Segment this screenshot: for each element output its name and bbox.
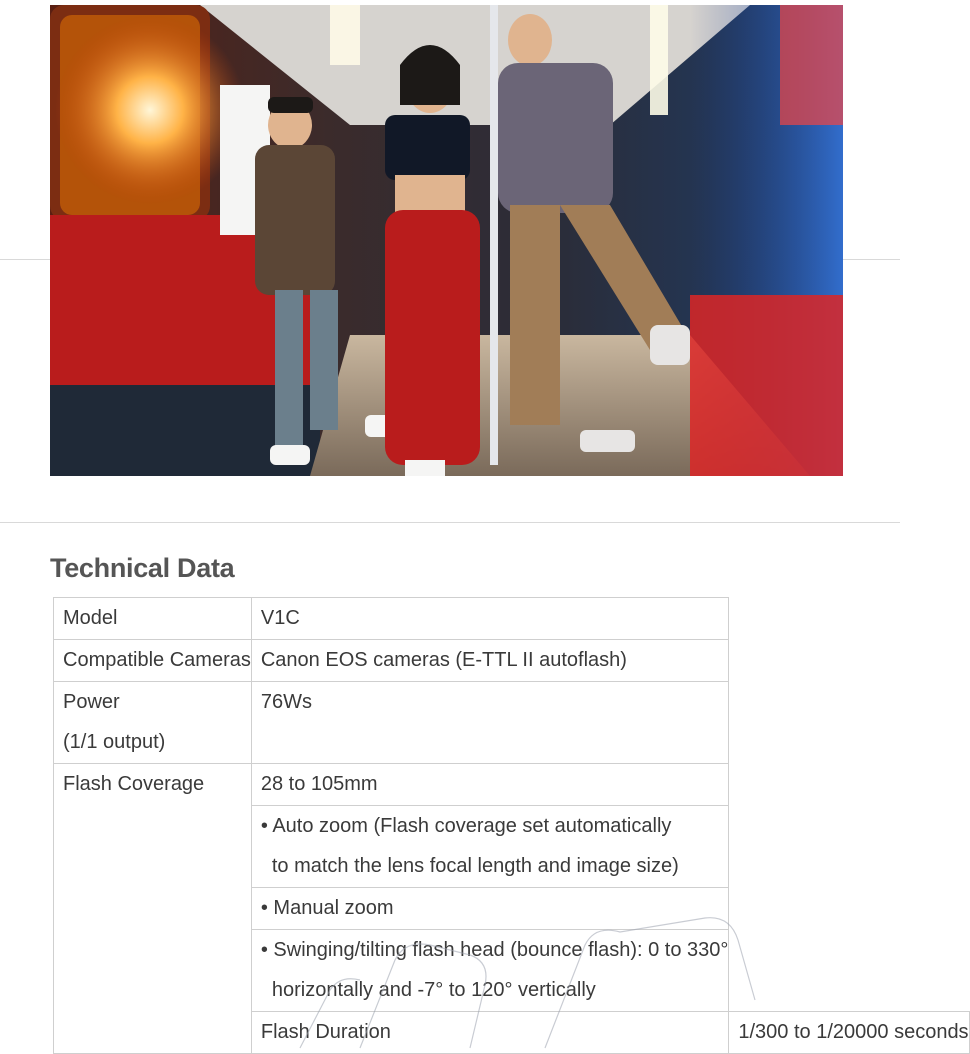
divider-middle — [0, 522, 900, 523]
spec-value-flash-coverage: 28 to 105mm — [251, 764, 729, 806]
hero-photo-illustration — [50, 5, 843, 476]
spec-value-manual-zoom: • Manual zoom — [251, 888, 729, 930]
spec-label-model: Model — [54, 598, 252, 640]
spec-value-compatible-cameras: Canon EOS cameras (E-TTL II autoflash) — [251, 640, 729, 682]
table-row — [54, 682, 970, 764]
table-row — [54, 598, 970, 640]
spec-value-power: 76Ws — [251, 682, 729, 764]
spec-label-flash-duration: Flash Duration — [251, 1012, 729, 1054]
spec-label-flash-coverage: Flash Coverage — [54, 764, 252, 1054]
hero-photo — [50, 5, 843, 476]
table-row — [54, 640, 970, 682]
spec-value-auto-zoom: • Auto zoom (Flash coverage set automatically to match the lens focal length and image size) — [251, 806, 729, 888]
table-row — [54, 764, 970, 806]
spec-value-model: V1C — [251, 598, 729, 640]
spec-value-flash-duration: 1/300 to 1/20000 seconds — [729, 1012, 969, 1054]
technical-data-table — [53, 597, 970, 1054]
section-title: Technical Data — [50, 553, 235, 583]
spec-value-swing-tilt: • Swinging/tilting flash head (bounce flash): 0 to 330° horizontally and -7° to 120° vertically — [251, 930, 729, 1012]
spec-label-power: Power (1/1 output) — [54, 682, 252, 764]
spec-label-compatible-cameras: Compatible Cameras — [54, 640, 252, 682]
